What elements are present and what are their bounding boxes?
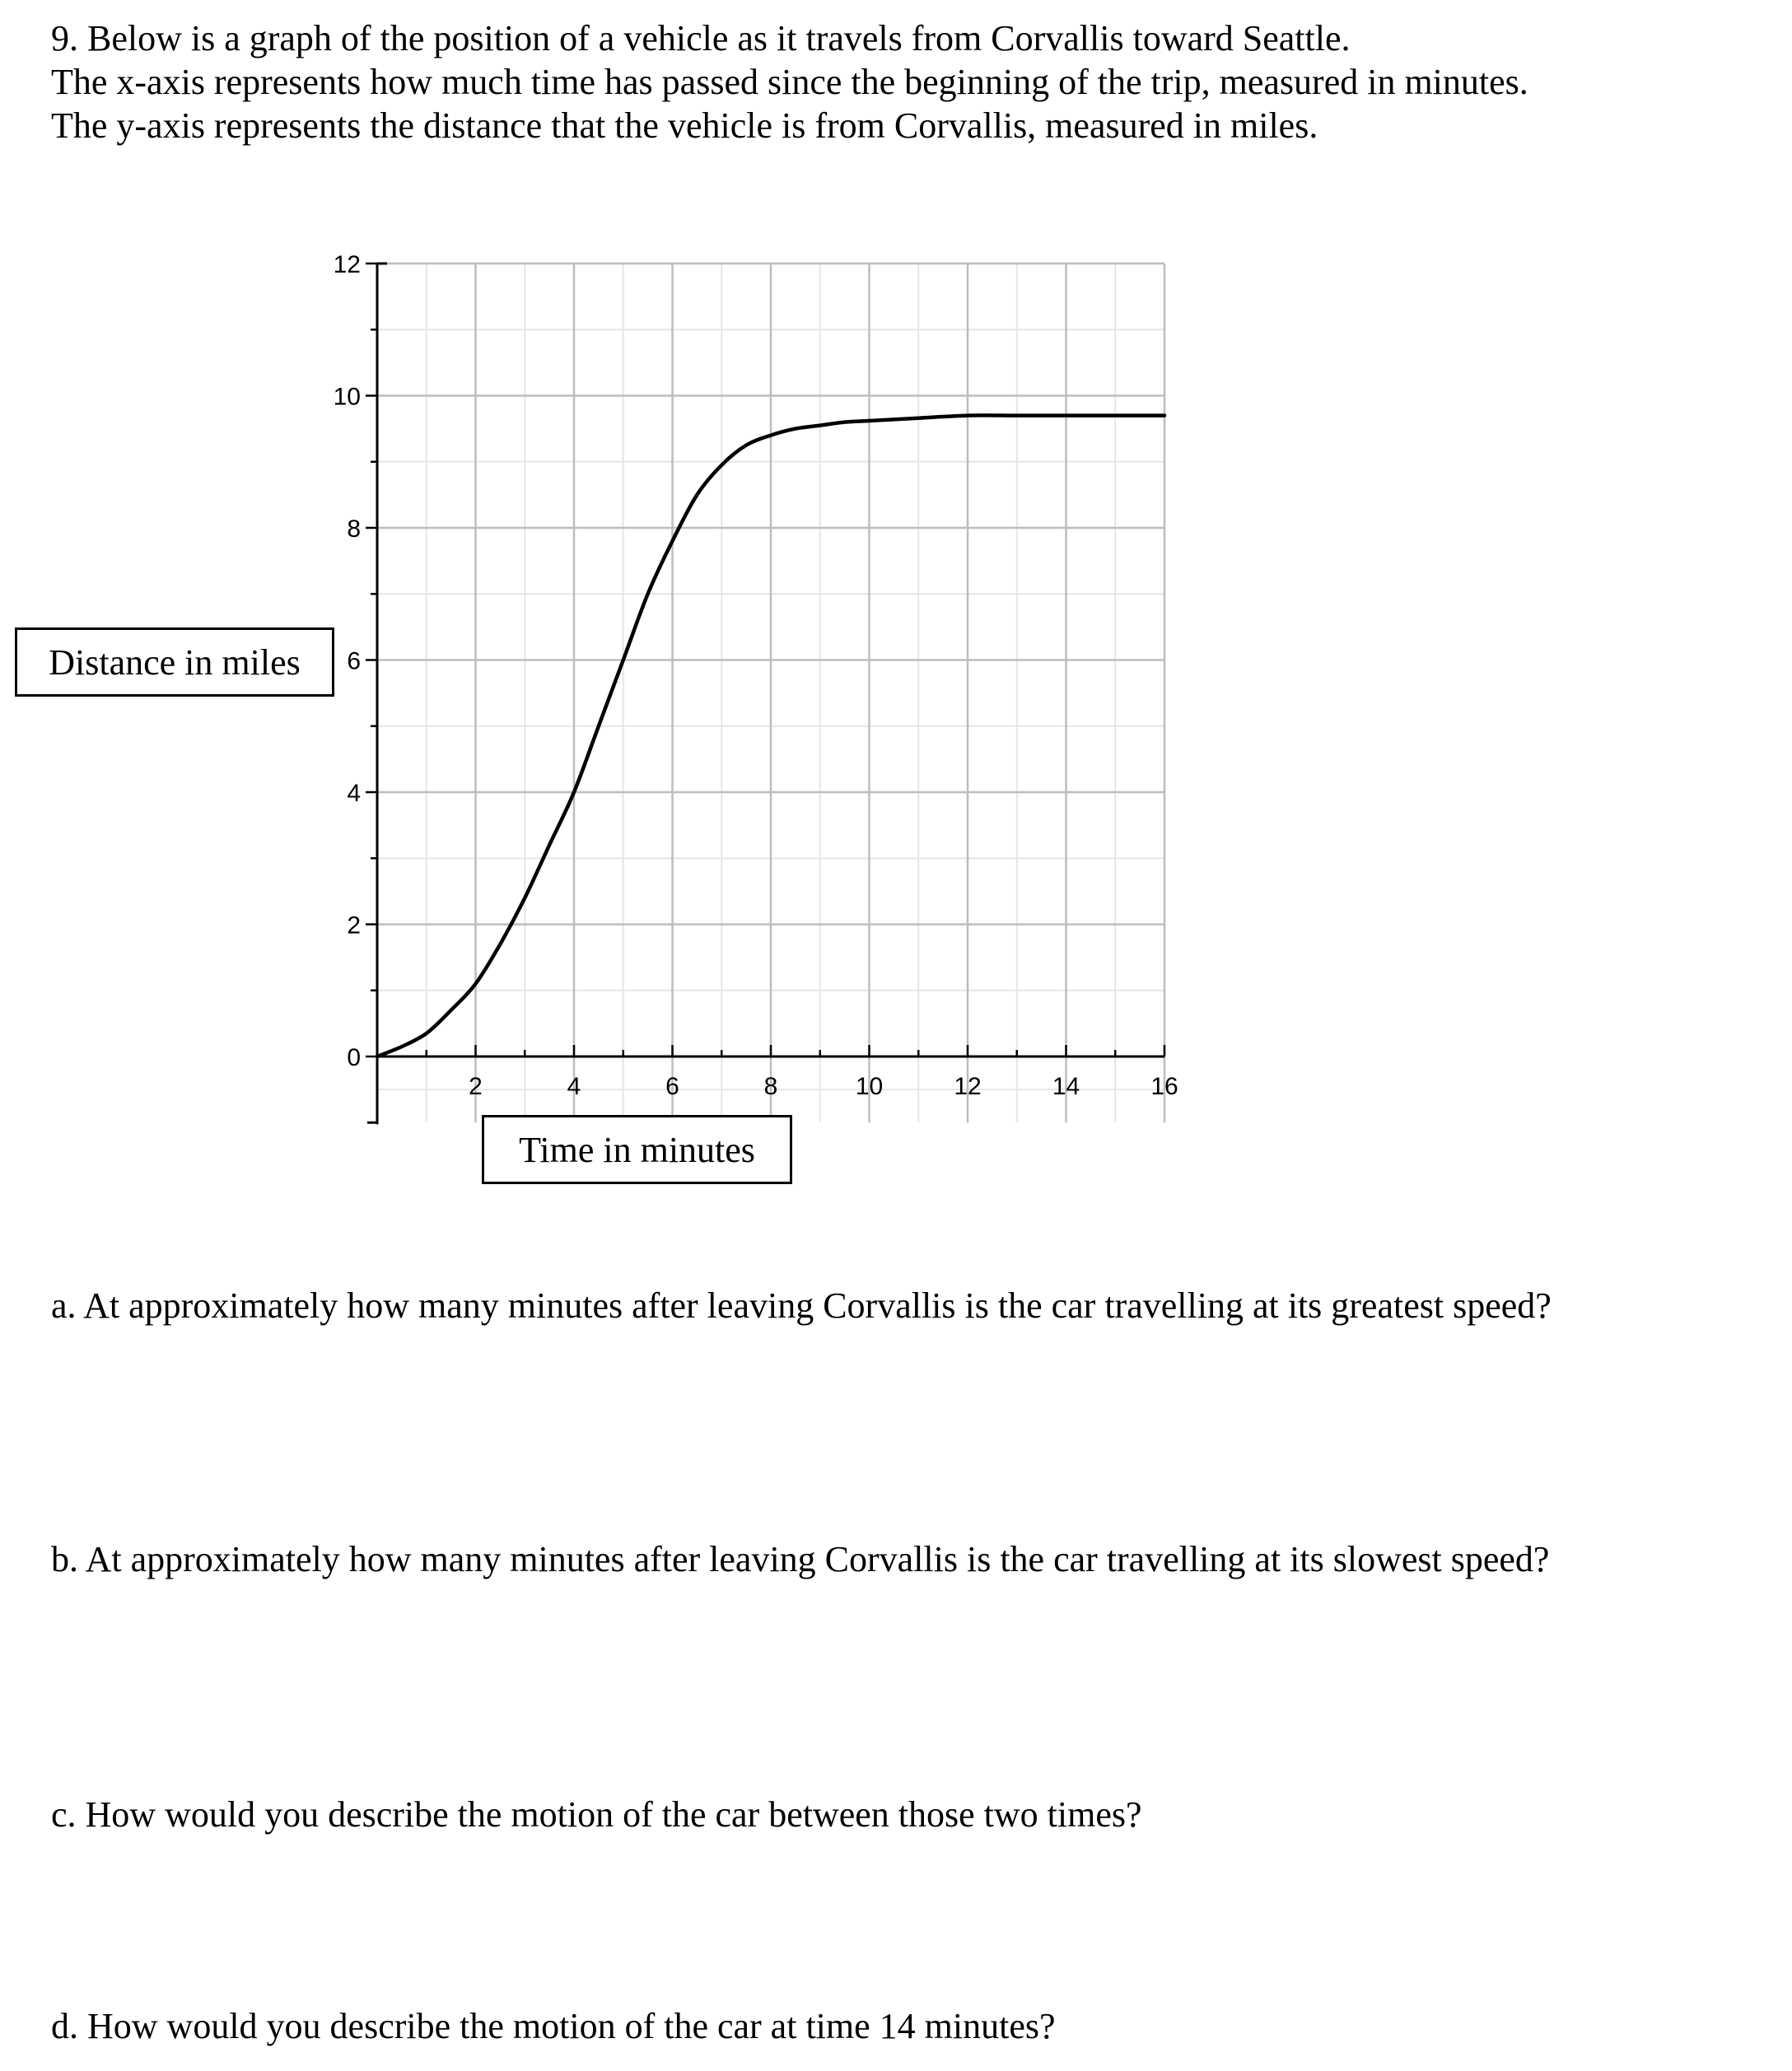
- x-tick-label: 4: [567, 1073, 581, 1100]
- y-tick-label: 6: [347, 647, 361, 675]
- x-tick-label: 10: [855, 1073, 884, 1100]
- x-axis-label-text: Time in minutes: [519, 1129, 755, 1170]
- question-c: c. How would you describe the motion of the car between those two times?: [51, 1794, 1142, 1835]
- y-axis-label: [15, 627, 334, 697]
- x-tick-label: 8: [763, 1073, 778, 1100]
- y-tick-label: 12: [333, 251, 361, 278]
- problem-line-3: The y-axis represents the distance that the vehicle is from Corvallis, measured in miles.: [51, 105, 1318, 146]
- x-tick-label: 2: [469, 1073, 483, 1100]
- x-axis-label: [482, 1115, 792, 1184]
- y-tick-label: 10: [333, 383, 361, 411]
- x-tick-label: 12: [954, 1073, 982, 1100]
- x-tick-label: 16: [1150, 1073, 1178, 1100]
- axes: [367, 264, 1164, 1124]
- question-a: a. At approximately how many minutes after leaving Corvallis is the car travelling at its greatest speed?: [51, 1285, 1552, 1326]
- y-axis-label-text: Distance in miles: [49, 641, 301, 683]
- x-tick-label: 14: [1052, 1073, 1080, 1100]
- y-tick-label: 4: [347, 780, 361, 807]
- problem-line-2: The x-axis represents how much time has passed since the beginning of the trip, measured in minutes.: [51, 62, 1528, 102]
- question-d: d. How would you describe the motion of the car at time 14 minutes?: [51, 2006, 1056, 2046]
- y-tick-label: 0: [347, 1044, 361, 1071]
- major-gridlines: [377, 264, 1164, 1122]
- y-tick-label: 2: [347, 912, 361, 940]
- question-b: b. At approximately how many minutes after leaving Corvallis is the car travelling at its slowest speed?: [51, 1539, 1550, 1579]
- problem-line-1: 9. Below is a graph of the position of a vehicle as it travels from Corvallis toward Seattle.: [51, 18, 1351, 58]
- y-tick-label: 8: [347, 515, 361, 543]
- x-tick-label: 6: [665, 1073, 679, 1100]
- tick-labels: [334, 251, 1178, 1100]
